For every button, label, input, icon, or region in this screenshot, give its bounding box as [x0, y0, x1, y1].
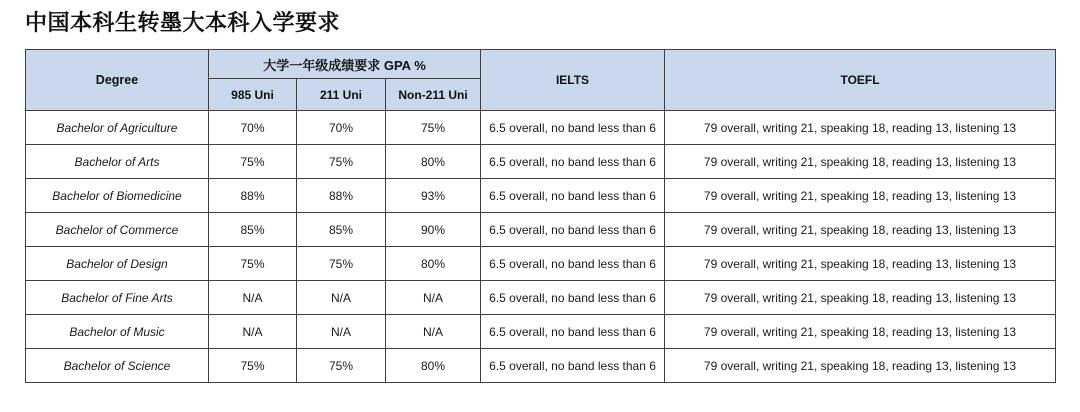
- gpa-985-cell: N/A: [209, 315, 297, 349]
- toefl-cell: 79 overall, writing 21, speaking 18, reading 13, listening 13: [665, 315, 1056, 349]
- page-title: 中国本科生转墨大本科入学要求: [25, 10, 341, 35]
- gpa-985-cell: 75%: [209, 247, 297, 281]
- admission-requirements-table: [25, 49, 1056, 383]
- toefl-cell: 79 overall, writing 21, speaking 18, reading 13, listening 13: [665, 145, 1056, 179]
- column-header-985-uni: 985 Uni: [209, 79, 297, 111]
- table-header: [26, 50, 1056, 111]
- gpa-non211-cell: 80%: [386, 247, 481, 281]
- column-header-ielts: IELTS: [481, 50, 665, 111]
- table-row: [26, 315, 1056, 349]
- degree-cell: Bachelor of Design: [26, 247, 209, 281]
- table-row: [26, 179, 1056, 213]
- degree-cell: Bachelor of Music: [26, 315, 209, 349]
- ielts-cell: 6.5 overall, no band less than 6: [481, 349, 665, 383]
- column-header-toefl: TOEFL: [665, 50, 1056, 111]
- table-row: [26, 349, 1056, 383]
- toefl-cell: 79 overall, writing 21, speaking 18, reading 13, listening 13: [665, 111, 1056, 145]
- gpa-non211-cell: 80%: [386, 145, 481, 179]
- degree-cell: Bachelor of Arts: [26, 145, 209, 179]
- gpa-985-cell: N/A: [209, 281, 297, 315]
- table-body: [26, 111, 1056, 383]
- ielts-cell: 6.5 overall, no band less than 6: [481, 281, 665, 315]
- toefl-cell: 79 overall, writing 21, speaking 18, reading 13, listening 13: [665, 213, 1056, 247]
- column-header-211-uni: 211 Uni: [297, 79, 386, 111]
- table-row: [26, 111, 1056, 145]
- table-row: [26, 247, 1056, 281]
- gpa-non211-cell: 80%: [386, 349, 481, 383]
- toefl-cell: 79 overall, writing 21, speaking 18, reading 13, listening 13: [665, 281, 1056, 315]
- degree-cell: Bachelor of Fine Arts: [26, 281, 209, 315]
- gpa-211-cell: N/A: [297, 315, 386, 349]
- degree-cell: Bachelor of Agriculture: [26, 111, 209, 145]
- ielts-cell: 6.5 overall, no band less than 6: [481, 145, 665, 179]
- gpa-985-cell: 88%: [209, 179, 297, 213]
- ielts-cell: 6.5 overall, no band less than 6: [481, 315, 665, 349]
- gpa-211-cell: 70%: [297, 111, 386, 145]
- table-row: [26, 281, 1056, 315]
- ielts-cell: 6.5 overall, no band less than 6: [481, 179, 665, 213]
- gpa-211-cell: 75%: [297, 145, 386, 179]
- gpa-211-cell: 85%: [297, 213, 386, 247]
- column-header-degree: Degree: [26, 50, 209, 111]
- degree-cell: Bachelor of Commerce: [26, 213, 209, 247]
- column-header-non-211-uni: Non-211 Uni: [386, 79, 481, 111]
- table-row: [26, 145, 1056, 179]
- gpa-non211-cell: N/A: [386, 281, 481, 315]
- toefl-cell: 79 overall, writing 21, speaking 18, reading 13, listening 13: [665, 247, 1056, 281]
- ielts-cell: 6.5 overall, no band less than 6: [481, 213, 665, 247]
- gpa-non211-cell: 75%: [386, 111, 481, 145]
- ielts-cell: 6.5 overall, no band less than 6: [481, 247, 665, 281]
- gpa-non211-cell: 90%: [386, 213, 481, 247]
- table-row: [26, 213, 1056, 247]
- gpa-211-cell: 75%: [297, 247, 386, 281]
- gpa-985-cell: 75%: [209, 145, 297, 179]
- ielts-cell: 6.5 overall, no band less than 6: [481, 111, 665, 145]
- toefl-cell: 79 overall, writing 21, speaking 18, reading 13, listening 13: [665, 349, 1056, 383]
- toefl-cell: 79 overall, writing 21, speaking 18, reading 13, listening 13: [665, 179, 1056, 213]
- gpa-985-cell: 85%: [209, 213, 297, 247]
- degree-cell: Bachelor of Biomedicine: [26, 179, 209, 213]
- column-header-gpa-group: 大学一年级成绩要求 GPA %: [209, 50, 481, 79]
- gpa-211-cell: 88%: [297, 179, 386, 213]
- gpa-985-cell: 75%: [209, 349, 297, 383]
- degree-cell: Bachelor of Science: [26, 349, 209, 383]
- gpa-211-cell: 75%: [297, 349, 386, 383]
- gpa-non211-cell: N/A: [386, 315, 481, 349]
- gpa-non211-cell: 93%: [386, 179, 481, 213]
- gpa-211-cell: N/A: [297, 281, 386, 315]
- gpa-985-cell: 70%: [209, 111, 297, 145]
